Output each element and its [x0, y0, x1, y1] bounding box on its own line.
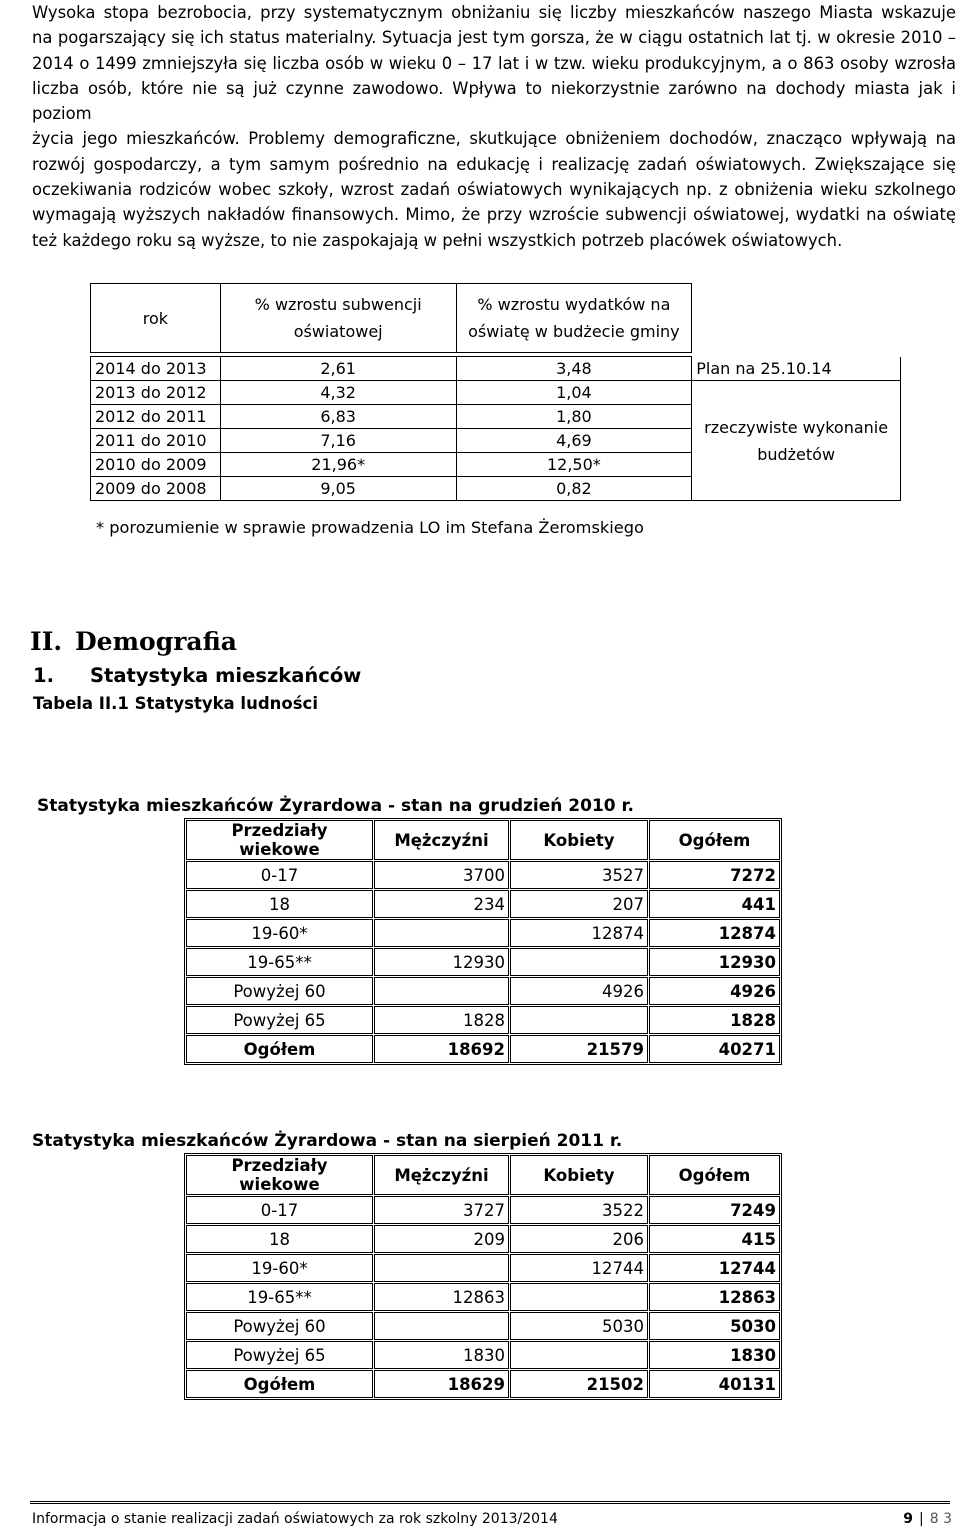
paragraph-line: wymagają wyższych nakładów finansowych. Mimo, że przy wzroście subwencji oświatowej, wydatki na oświatę	[32, 205, 956, 225]
section-heading	[30, 627, 237, 656]
paragraph-line: rozwój gospodarczy, a tym samym pośrednio na edukację i realizację zadań oświatowych. Zwiększające się	[32, 154, 956, 174]
stats-2011-table	[184, 1153, 782, 1400]
age-cell: Ogółem	[186, 1035, 373, 1063]
men-cell: 209	[374, 1225, 509, 1253]
paragraph-line: 2014 o 1499 zmniejszyła się liczba osób w wieku 0 – 17 lat i w tzw. wieku produkcyjnym, a o 863 osoby wzrosła	[32, 53, 956, 73]
section-number: II.	[30, 627, 63, 656]
total-cell: 441	[649, 890, 780, 918]
period-cell: 2012 do 2011	[91, 405, 221, 429]
header-cell: Ogółem	[649, 820, 780, 860]
men-cell	[374, 1254, 509, 1282]
men-cell	[374, 977, 509, 1005]
age-cell: 19-60*	[186, 919, 373, 947]
table-row-total	[186, 1370, 780, 1398]
period-cell: 2014 do 2013	[91, 357, 221, 381]
women-cell: 5030	[510, 1312, 648, 1340]
table-row	[186, 1341, 780, 1369]
footer-divider	[30, 1501, 950, 1504]
women-cell: 12744	[510, 1254, 648, 1282]
paragraph-line: życia jego mieszkańców. Problemy demograficzne, skutkujące obniżeniem dochodów, znacząco wpływają na	[32, 129, 956, 149]
header-spacer	[692, 284, 901, 353]
paragraph-line: na pogarszający się ich status materialny. Sytuacja jest tym gorsza, że w ciągu ostatnich lat tj. w okresie 2010 –	[32, 28, 956, 48]
period-cell: 2013 do 2012	[91, 381, 221, 405]
men-cell: 12930	[374, 948, 509, 976]
women-cell: 21579	[510, 1035, 648, 1063]
age-cell: Powyżej 60	[186, 1312, 373, 1340]
table-row	[91, 381, 901, 405]
table-row	[186, 1225, 780, 1253]
men-cell: 1828	[374, 1006, 509, 1034]
header-cell: Mężczyźni	[374, 1155, 509, 1195]
table-row	[91, 357, 901, 381]
intro-paragraph	[32, 0, 956, 253]
spending-cell: 0,82	[456, 477, 692, 501]
women-cell: 206	[510, 1225, 648, 1253]
subsidy-cell: 21,96*	[220, 453, 456, 477]
header-cell: % wzrostu wydatków na oświatę w budżecie gminy	[456, 284, 692, 353]
stats-2011-title: Statystyka mieszkańców Żyrardowa - stan na sierpień 2011 r.	[32, 1131, 623, 1151]
subsection-heading	[33, 664, 361, 687]
total-cell: 415	[649, 1225, 780, 1253]
stats-2010-title: Statystyka mieszkańców Żyrardowa - stan na grudzień 2010 r.	[37, 796, 634, 816]
period-cell: 2011 do 2010	[91, 429, 221, 453]
table-caption: Tabela II.1 Statystyka ludności	[33, 694, 318, 713]
total-cell: 5030	[649, 1312, 780, 1340]
total-cell: 12874	[649, 919, 780, 947]
women-cell: 3527	[510, 861, 648, 889]
subsidy-cell: 6,83	[220, 405, 456, 429]
header-cell: Przedziały wiekowe	[186, 1155, 373, 1195]
men-cell: 18629	[374, 1370, 509, 1398]
period-cell: 2009 do 2008	[91, 477, 221, 501]
men-cell	[374, 919, 509, 947]
stats-header-row	[186, 1155, 780, 1195]
women-cell	[510, 948, 648, 976]
paragraph-line: oczekiwania rodziców wobec szkoły, wzrost zadań oświatowych wynikających np. z obniżenia wieku szkolnego	[32, 180, 956, 200]
table-row	[186, 1283, 780, 1311]
subsidy-cell: 2,61	[220, 357, 456, 381]
total-cell: 12930	[649, 948, 780, 976]
spending-cell: 12,50*	[456, 453, 692, 477]
women-cell	[510, 1283, 648, 1311]
men-cell: 18692	[374, 1035, 509, 1063]
page-separator: |	[919, 1511, 924, 1527]
age-cell: 19-65**	[186, 1283, 373, 1311]
total-cell: 4926	[649, 977, 780, 1005]
table-row	[186, 1196, 780, 1224]
women-cell	[510, 1341, 648, 1369]
spending-cell: 4,69	[456, 429, 692, 453]
header-cell: Mężczyźni	[374, 820, 509, 860]
subsidy-cell: 9,05	[220, 477, 456, 501]
men-cell: 3700	[374, 861, 509, 889]
age-cell: 0-17	[186, 861, 373, 889]
women-cell: 12874	[510, 919, 648, 947]
spending-cell: 1,80	[456, 405, 692, 429]
stats-2010-table	[184, 818, 782, 1065]
total-cell: 40131	[649, 1370, 780, 1398]
total-cell: 1828	[649, 1006, 780, 1034]
spending-cell: 3,48	[456, 357, 692, 381]
paragraph-line: też każdego roku są wyższe, to nie zaspokajają w pełni wszystkich potrzeb placówek oświatowych.	[32, 230, 843, 250]
growth-table	[90, 283, 901, 501]
growth-table-footnote: * porozumienie w sprawie prowadzenia LO im Stefana Żeromskiego	[96, 518, 644, 537]
table-row	[186, 919, 780, 947]
paragraph-line: liczba osób, które nie są już czynne zawodowo. Wpływa to niekorzystnie zarówno na dochody miasta jak i poziom	[32, 78, 956, 124]
page-number	[903, 1511, 952, 1527]
table-row	[186, 977, 780, 1005]
total-cell: 1830	[649, 1341, 780, 1369]
women-cell: 4926	[510, 977, 648, 1005]
subsection-title: Statystyka mieszkańców	[90, 664, 362, 687]
header-cell: Ogółem	[649, 1155, 780, 1195]
table-row	[186, 948, 780, 976]
stats-header-row	[186, 820, 780, 860]
age-cell: Powyżej 65	[186, 1341, 373, 1369]
header-cell: % wzrostu subwencji oświatowej	[220, 284, 456, 353]
age-cell: Powyżej 60	[186, 977, 373, 1005]
section-title: Demografia	[75, 627, 237, 656]
men-cell: 1830	[374, 1341, 509, 1369]
total-cell: 12744	[649, 1254, 780, 1282]
women-cell: 3522	[510, 1196, 648, 1224]
header-cell: rok	[91, 284, 221, 353]
table-row	[186, 861, 780, 889]
subsidy-cell: 4,32	[220, 381, 456, 405]
header-cell: Przedziały wiekowe	[186, 820, 373, 860]
header-cell: Kobiety	[510, 820, 648, 860]
footer-text: Informacja o stanie realizacji zadań oświatowych za rok szkolny 2013/2014	[32, 1511, 558, 1527]
total-pages: 8 3	[929, 1511, 952, 1527]
total-cell: 40271	[649, 1035, 780, 1063]
age-cell: 18	[186, 890, 373, 918]
actual-note: rzeczywiste wykonanie budżetów	[692, 381, 901, 501]
men-cell	[374, 1312, 509, 1340]
table-row	[186, 890, 780, 918]
total-cell: 12863	[649, 1283, 780, 1311]
table-row-total	[186, 1035, 780, 1063]
men-cell: 12863	[374, 1283, 509, 1311]
plan-note: Plan na 25.10.14	[692, 357, 901, 381]
women-cell: 207	[510, 890, 648, 918]
table-row	[186, 1006, 780, 1034]
subsection-number: 1.	[33, 664, 54, 687]
age-cell: 19-60*	[186, 1254, 373, 1282]
total-cell: 7272	[649, 861, 780, 889]
women-cell	[510, 1006, 648, 1034]
header-cell: Kobiety	[510, 1155, 648, 1195]
current-page: 9	[903, 1511, 914, 1527]
subsidy-cell: 7,16	[220, 429, 456, 453]
women-cell: 21502	[510, 1370, 648, 1398]
age-cell: 18	[186, 1225, 373, 1253]
men-cell: 3727	[374, 1196, 509, 1224]
age-cell: Powyżej 65	[186, 1006, 373, 1034]
growth-table-header	[91, 284, 901, 353]
spending-cell: 1,04	[456, 381, 692, 405]
period-cell: 2010 do 2009	[91, 453, 221, 477]
paragraph-line: Wysoka stopa bezrobocia, przy systematycznym obniżaniu się liczby mieszkańców naszego Miasta wskazuje	[32, 3, 956, 22]
table-row	[186, 1312, 780, 1340]
age-cell: 0-17	[186, 1196, 373, 1224]
total-cell: 7249	[649, 1196, 780, 1224]
page-footer	[32, 1511, 952, 1527]
age-cell: Ogółem	[186, 1370, 373, 1398]
men-cell: 234	[374, 890, 509, 918]
table-row	[186, 1254, 780, 1282]
age-cell: 19-65**	[186, 948, 373, 976]
